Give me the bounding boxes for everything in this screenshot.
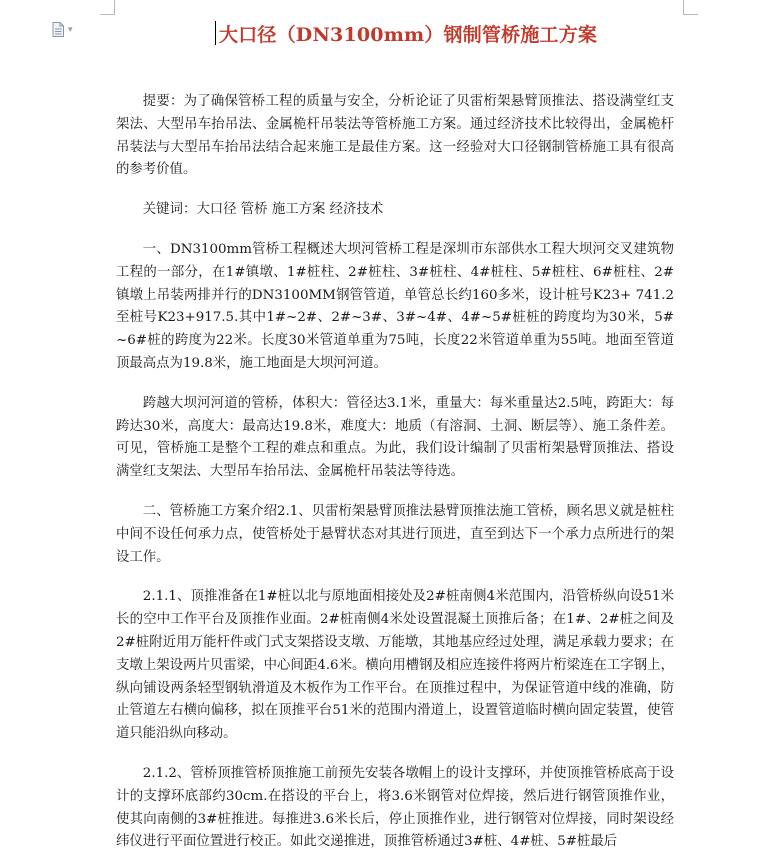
- chevron-down-icon[interactable]: ▾: [68, 24, 73, 35]
- document-body[interactable]: [116, 91, 674, 854]
- section-1-overview-paragraph[interactable]: 一、DN3100mm管桥工程概述大坝河管桥工程是深圳市东部供水工程大坝河交叉建筑物工程的一部分，在1#镇墩、1#桩柱、2#桩柱、3#桩柱、4#桩柱、5#桩柱、6#桩柱、2#镇墩上吊装两排并行的DN3100MM钢管管道，单管总长约160多米，设计桩号K23+ 741.2至桩号K23+917.5.其中1#~2#、2#~3#、3#~4#、4#~5#桩桩的跨度均为30米，5#~6#桩的跨度为22米。长度30米管道单重为75吨，长度22米管道单重为55吨。地面至管道顶最高点为19.8米，施工地面是大坝河河道。: [116, 241, 674, 371]
- text-cursor: [215, 21, 216, 45]
- keywords-paragraph[interactable]: 关键词：大口径 管桥 施工方案 经济技术: [142, 202, 384, 218]
- page-margin-corner-top-left: [100, 0, 115, 15]
- section-2-1-1-paragraph[interactable]: 2.1.1、顶推准备在1#桩以北与原地面相接处及2#桩南侧4米范围内，沿管桥纵向设51米长的空中工作平台及顶推作业面。2#桩南侧4米处设置混凝土顶推后备；在1#、2#桩之间及2#桩附近用万能杆件或门式支架搭设支墩、万能墩，其地基应经过处理，满足承载力要求；在支墩上架设两片贝雷梁，中心间距4.6米。横向用槽钢及相应连接件将两片桁梁连在工字钢上，纵向铺设两条轻型钢轨滑道及木板作为工作平台。在顶推过程中，为保证管道中线的准确，防止管道左右横向偏移，拟在顶推平台51米的范围内滑道上，设置管道临时横向固定装置，使管道只能沿纵向移动。: [116, 589, 674, 742]
- page-margin-corner-top-right: [683, 0, 698, 15]
- document-icon[interactable]: [52, 22, 64, 37]
- document-title[interactable]: 大口径（DN3100mm）钢制管桥施工方案: [219, 24, 598, 46]
- document-menu[interactable]: [52, 22, 73, 37]
- section-2-1-2-paragraph[interactable]: 2.1.2、管桥顶推管桥顶推施工前预先安装各墩帽上的设计支撑环，并使顶推管桥底高于设计的支撑环底部约30cm.在搭设的平台上，将3.6米钢管对位焊接，然后进行钢管顶推作业，使其向南侧的3#桩推进。每推进3.6米长后，停止顶推作业，进行钢管对位焊接，同时架设经纬仪进行平面位置进行校正。如此交递推进，顶推管桥通过3#桩、4#桩、5#桩最后: [116, 765, 674, 850]
- spanning-paragraph[interactable]: 跨越大坝河河道的管桥，体积大：管径达3.1米，重量大：每米重量达2.5吨，跨距大：每跨达30米，高度大：最高达19.8米，难度大：地质（有溶洞、土洞、断层等）、施工条件差。可见，管桥施工是整个工程的难点和重点。为此，我们设计编制了贝雷桁架悬臂顶推法、搭设满堂红支架法、大型吊车抬吊法、金属桅杆吊装法等待选。: [116, 395, 674, 480]
- section-2-intro-paragraph[interactable]: 二、管桥施工方案介绍2.1、贝雷桁架悬臂顶推法悬臂顶推法施工管桥，顾名思义就是桩柱中间不设任何承力点，使管桥处于悬臂状态对其进行顶进，直至到达下一个承力点所进行的架设工作。: [116, 503, 674, 565]
- abstract-paragraph[interactable]: 提要：为了确保管桥工程的质量与安全，分析论证了贝雷桁架悬臂顶推法、搭设满堂红支架法、大型吊车抬吊法、金属桅杆吊装法等管桥施工方案。通过经济技术比较得出，金属桅杆吊装法与大型吊车抬吊法结合起来施工是最佳方案。这一经验对大口径钢制管桥施工具有很高的参考价值。: [116, 94, 674, 178]
